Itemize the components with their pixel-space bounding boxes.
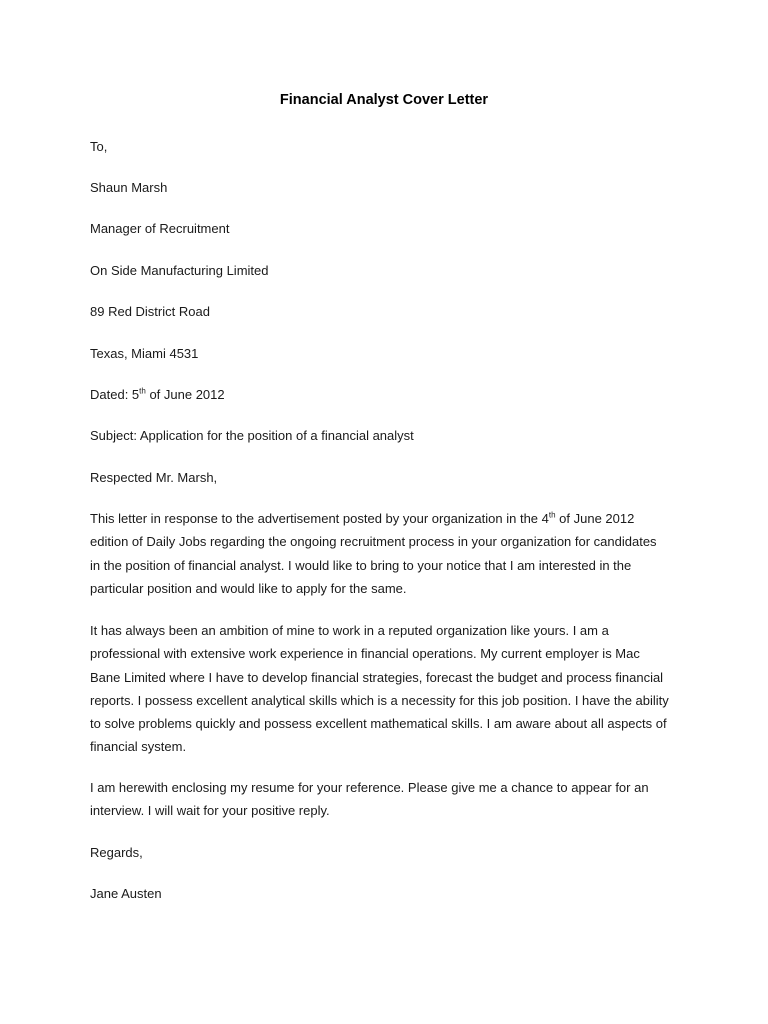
body-paragraph-3 <box>90 776 690 823</box>
paragraph-2-line: reports. I possess excellent analytical skills which is a necessity for this job position. I have the ability <box>90 692 669 708</box>
date-suffix: of June 2012 <box>145 387 225 402</box>
paragraph-1-line-1-suffix: of June 2012 <box>555 511 635 526</box>
body-paragraph-2 <box>90 619 690 759</box>
paragraph-1-line-3: in the position of financial analyst. I would like to bring to your notice that I am interested in the <box>90 557 632 573</box>
recipient-name: Shaun Marsh <box>90 180 168 195</box>
paragraph-1-line-2: edition of Daily Jobs regarding the ongoing recruitment process in your organization for candidates <box>90 534 657 550</box>
paragraph-1-ordinal: th <box>548 510 556 520</box>
document-title: Financial Analyst Cover Letter <box>279 92 489 108</box>
letter-closing: Regards, <box>90 845 143 860</box>
paragraph-3-line: interview. I will wait for your positive reply. <box>90 803 330 819</box>
recipient-title: Manager of Recruitment <box>90 221 230 236</box>
signature-name: Jane Austen <box>90 886 162 901</box>
salutation-to: To, <box>90 139 108 154</box>
body-paragraph-1 <box>90 507 690 600</box>
letter-greeting: Respected Mr. Marsh, <box>90 470 218 485</box>
company-name: On Side Manufacturing Limited <box>90 263 269 278</box>
date-ordinal: th <box>139 386 146 396</box>
address-line-1: 89 Red District Road <box>90 304 210 319</box>
address-line-2: Texas, Miami 4531 <box>90 346 199 361</box>
paragraph-2-line: professional with extensive work experience in financial operations. My current employer is Mac <box>90 646 640 662</box>
paragraph-2-line: Bane Limited where I have to develop financial strategies, forecast the budget and process financial <box>90 669 664 685</box>
paragraph-2-line: financial system. <box>90 739 187 755</box>
letter-subject: Subject: Application for the position of a financial analyst <box>90 428 414 443</box>
paragraph-1-line-1-text: This letter in response to the advertisement posted by your organization in the 4 <box>90 511 549 526</box>
date-prefix: Dated: 5 <box>90 387 140 402</box>
paragraph-2-line: It has always been an ambition of mine to work in a reputed organization like yours. I am a <box>90 623 609 638</box>
letter-date <box>90 386 225 403</box>
paragraph-3-line: I am herewith enclosing my resume for your reference. Please give me a chance to appear for an <box>90 780 649 795</box>
paragraph-2-line: to solve problems quickly and possess excellent mathematical skills. I am aware about all aspects of <box>90 716 667 732</box>
paragraph-1-line-1 <box>90 507 690 530</box>
paragraph-1-line-4: particular position and would like to apply for the same. <box>90 580 407 596</box>
